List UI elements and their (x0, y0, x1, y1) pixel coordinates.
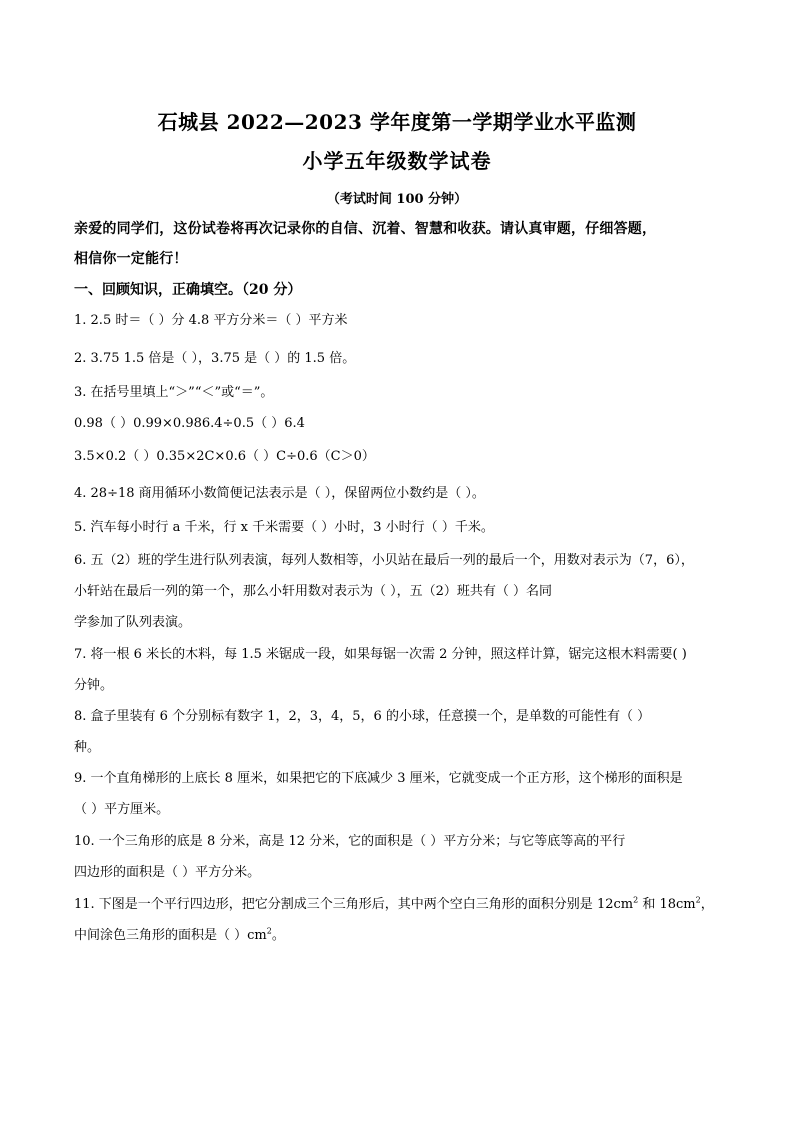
question-9-line-2: （ ）平方厘米。 (74, 802, 170, 817)
question-6-line-2: 小轩站在最后一列的第一个，那么小轩用数对表示为（ ），五（2）班共有（ ）名同 (74, 584, 553, 599)
question-11-line-1 (74, 891, 726, 918)
question-7-line-2: 分钟。 (74, 678, 114, 693)
question-8-line-1: 8. 盒子里装有 6 个分别标有数字 1，2，3，4，5，6 的小球，任意摸一个，是单数的可能性有（ ） (74, 709, 651, 724)
question-9-line-1: 9. 一个直角梯形的上底长 8 厘米，如果把它的下底减少 3 厘米，它就变成一个正方形，这个梯形的面积是 (74, 771, 683, 786)
question-5: 5. 汽车每小时行 a 千米，行 x 千米需要（ ）小时，3 小时行（ ）千米。 (74, 520, 494, 535)
question-2: 2. 3.75 1.5 倍是（ ），3.75 是（ ）的 1.5 倍。 (74, 351, 356, 366)
question-3-line-1: 0.98（ ）0.99×0.986.4÷0.5（ ）6.4 (74, 416, 305, 431)
question-8-line-2: 种。 (74, 740, 101, 755)
intro-text (74, 214, 724, 274)
superscript-2: 2 (695, 895, 701, 905)
question-4: 4. 28÷18 商用循环小数简便记法表示是（ ），保留两位小数约是（ ）。 (74, 486, 485, 501)
question-3-line-2: 3.5×0.2（ ）0.35×2C×0.6（ ）C÷0.6（C＞0） (74, 449, 375, 464)
exam-subtitle: 小学五年级数学试卷 (302, 149, 492, 173)
question-11-text-c: ， (700, 897, 714, 912)
superscript-2: 2 (633, 895, 639, 905)
question-11-text-a: 11. 下图是一个平行四边形，把它分割成三个三角形后，其中两个空白三角形的面积分别是 12cm (74, 897, 634, 912)
question-10-line-2: 四边形的面积是（ ）平方分米。 (74, 865, 261, 880)
question-3-prompt: 3. 在括号里填上“＞”“＜”或“＝”。 (74, 385, 274, 400)
question-11-line-2 (74, 922, 726, 949)
exam-title: 石城县 2022—2023 学年度第一学期学业水平监测 (157, 110, 637, 134)
superscript-2: 2 (266, 926, 272, 936)
question-11-text-d: 中间涂色三角形的面积是（ ）cm (74, 928, 267, 943)
intro-line-2: 相信你一定能行！ (74, 251, 188, 267)
question-10-line-1: 10. 一个三角形的底是 8 分米，高是 12 分米，它的面积是（ ）平方分米；与它等底等高的平行 (74, 834, 626, 849)
question-7-line-1: 7. 将一根 6 米长的木料，每 1.5 米锯成一段，如果每锯一次需 2 分钟，照这样计算，锯完这根木料需要( ) (74, 647, 687, 662)
question-11-text-e: 。 (271, 928, 285, 943)
section-title: 一、回顾知识，正确填空。（20 分） (74, 282, 302, 298)
question-1: 1. 2.5 时＝（ ）分 4.8 平方分米＝（ ）平方米 (74, 313, 348, 328)
intro-line-1: 亲爱的同学们，这份试卷将再次记录你的自信、沉着、智慧和收获。请认真审题，仔细答题， (74, 221, 657, 237)
question-6-line-1: 6. 五（2）班的学生进行队列表演，每列人数相等，小贝站在最后一列的最后一个，用数对表示为（7，6）， (74, 553, 694, 568)
exam-time: （考试时间 100 分钟） (326, 192, 468, 207)
question-6-line-3: 学参加了队列表演。 (74, 615, 192, 630)
question-11-text-b: 和 18cm (638, 897, 696, 912)
